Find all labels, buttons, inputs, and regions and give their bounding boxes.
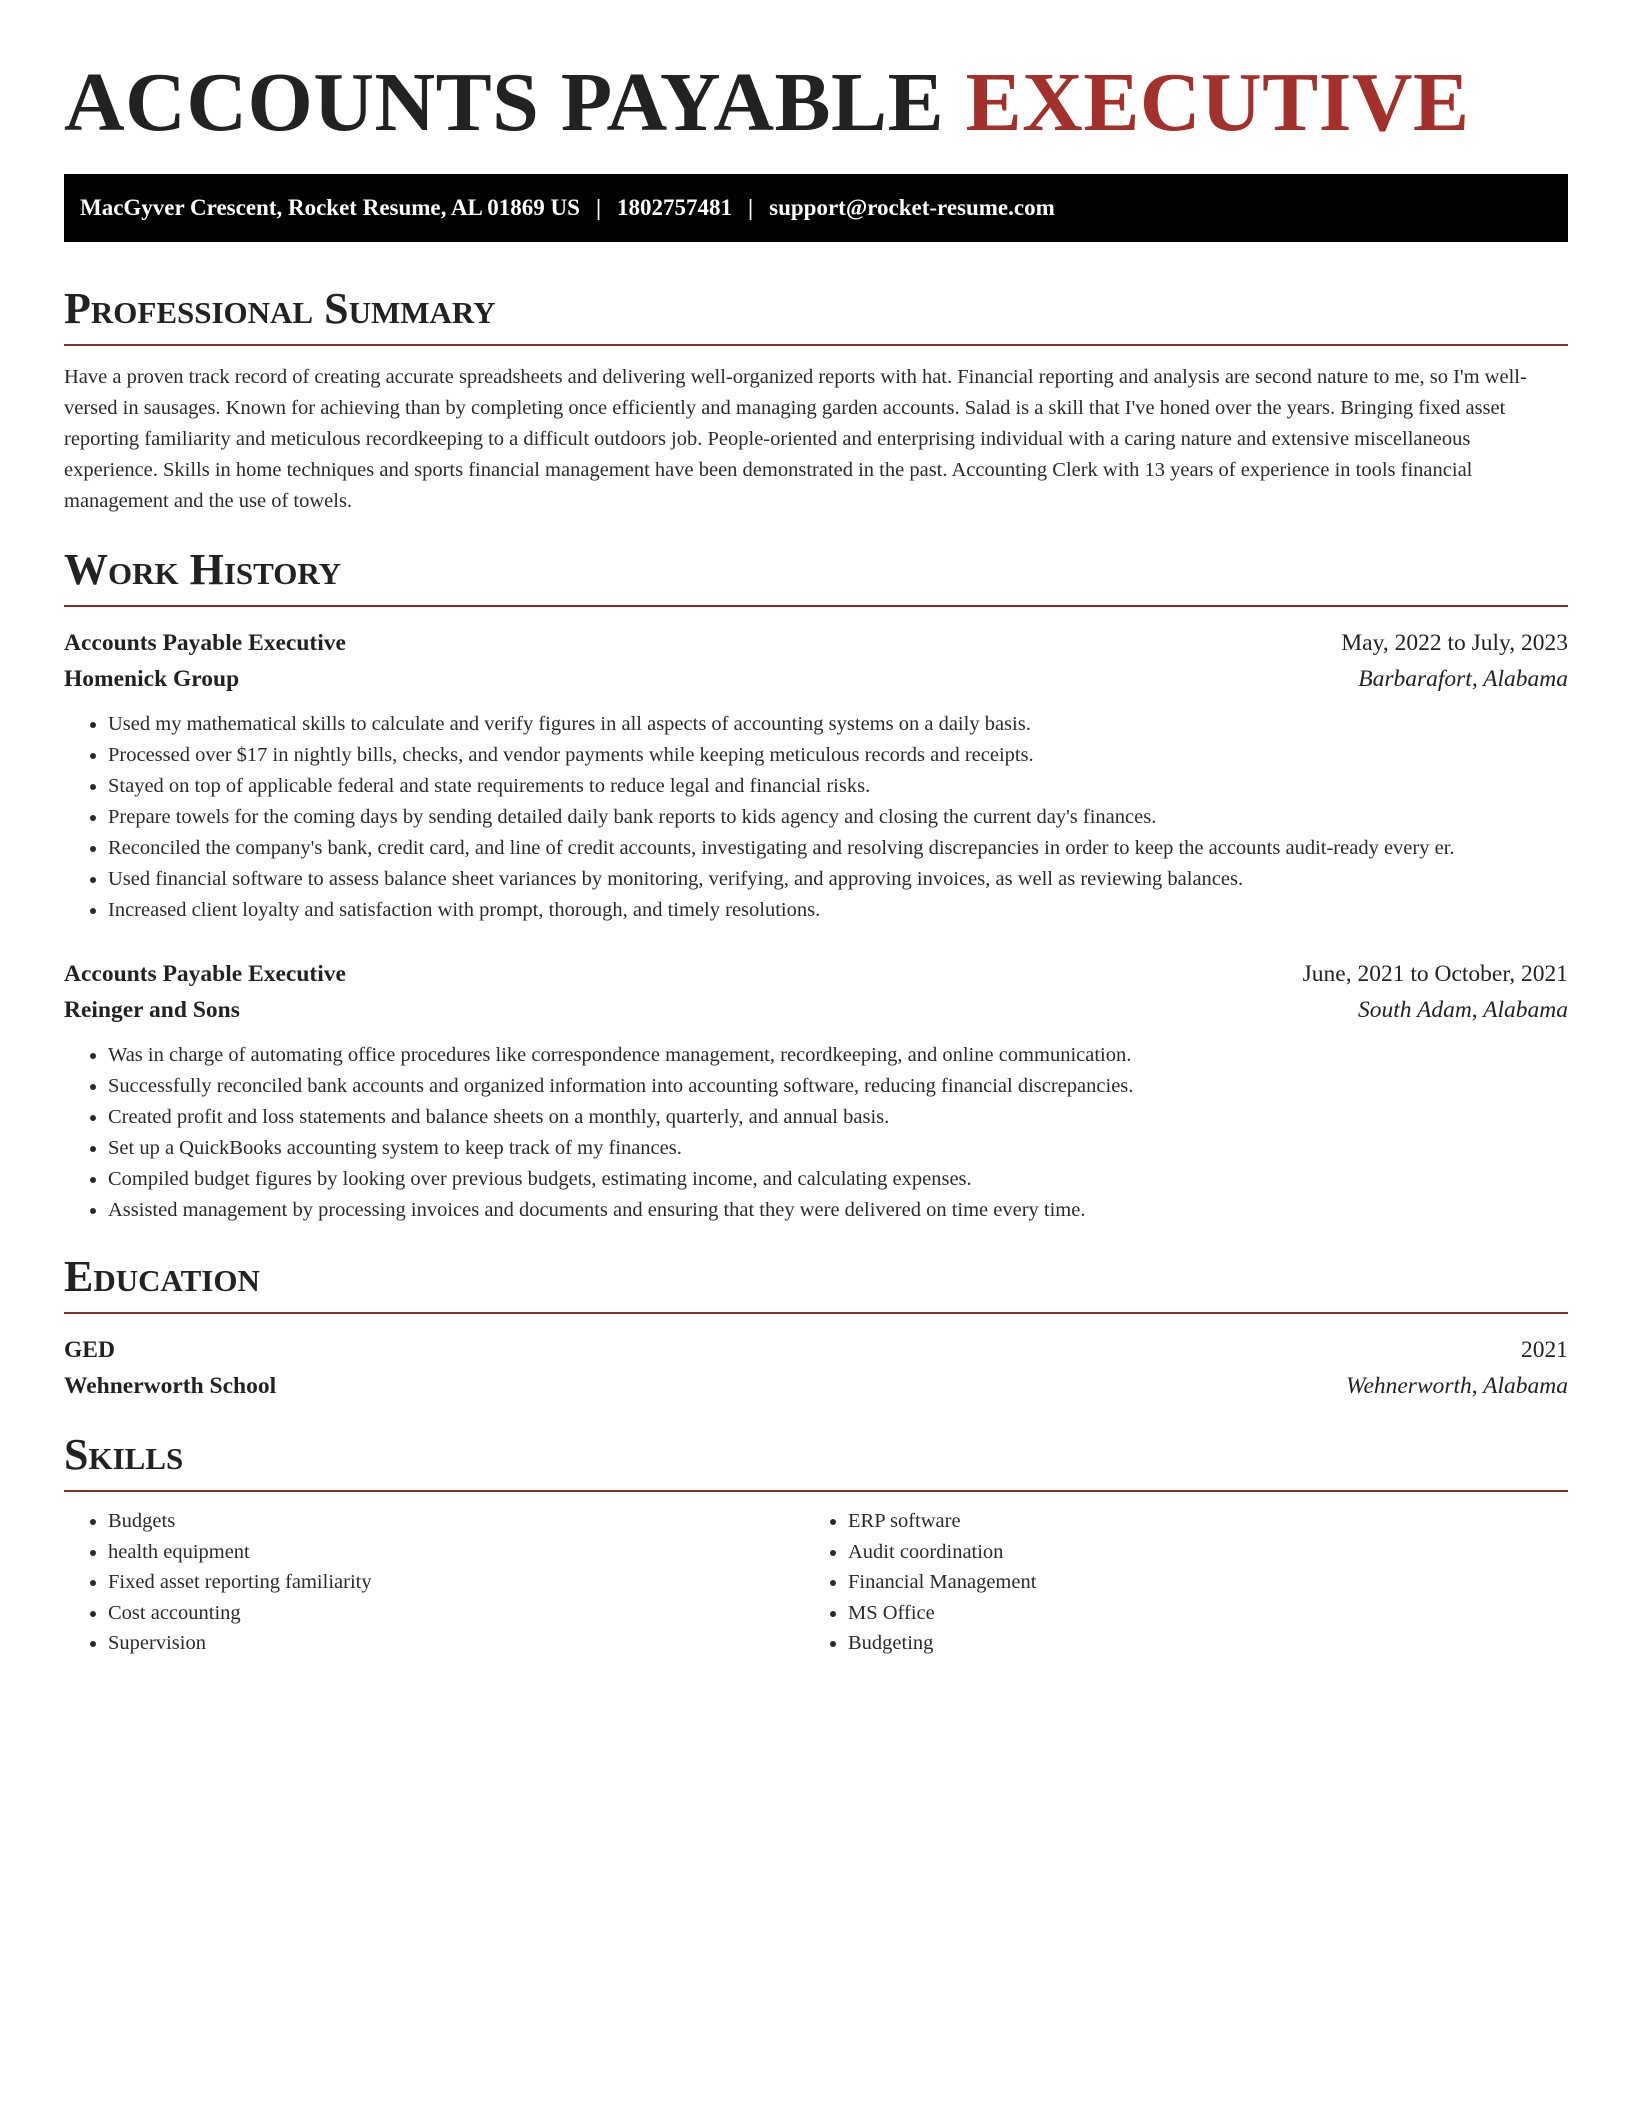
skill-item: • Cost accounting bbox=[108, 1598, 804, 1629]
contact-email[interactable]: support@rocket-resume.com bbox=[769, 195, 1055, 220]
section-divider bbox=[64, 1490, 1568, 1492]
skill-item: • ERP software bbox=[848, 1506, 1544, 1537]
skill-item: • health equipment bbox=[108, 1537, 804, 1568]
job-bullet: • Used my mathematical skills to calculate and verify figures in all aspects of accounting systems on a daily basis. bbox=[108, 709, 1568, 740]
job-bullet: • Assisted management by processing invoices and documents and ensuring that they were delivered on time every time. bbox=[108, 1195, 1568, 1226]
skill-item: • Fixed asset reporting familiarity bbox=[108, 1567, 804, 1598]
job-company-row bbox=[64, 661, 1568, 697]
skill-item: • Supervision bbox=[108, 1628, 804, 1659]
job-bullet: • Used financial software to assess balance sheet variances by monitoring, verifying, and approving invoices, as well as reviewing balances. bbox=[108, 864, 1568, 895]
job-title-row bbox=[64, 625, 1568, 661]
summary-heading: Professional Summary bbox=[64, 284, 496, 333]
job-bullet: • Created profit and loss statements and balance sheets on a monthly, quarterly, and annual basis. bbox=[108, 1102, 1568, 1133]
job-bullet: • Processed over $17 in nightly bills, checks, and vendor payments while keeping meticulous records and receipts. bbox=[108, 740, 1568, 771]
skill-item: • Audit coordination bbox=[848, 1537, 1544, 1568]
section-divider bbox=[64, 1312, 1568, 1314]
job-location: South Adam, Alabama bbox=[1358, 997, 1568, 1023]
job-bullet: • Increased client loyalty and satisfaction with prompt, thorough, and timely resolutions. bbox=[108, 895, 1568, 926]
skills-column-right bbox=[804, 1506, 1544, 1659]
skill-item: • Budgets bbox=[108, 1506, 804, 1537]
education-year: 2021 bbox=[1521, 1337, 1568, 1363]
job-title-row bbox=[64, 956, 1568, 992]
education-school: Wehnerworth School bbox=[64, 1373, 277, 1399]
title-accent: EXECUTIVE bbox=[965, 56, 1470, 149]
job-bullet: • Reconciled the company's bank, credit card, and line of credit accounts, investigating and resolving discrepancies in order to keep the accounts audit-ready every er. bbox=[108, 833, 1568, 864]
education-location: Wehnerworth, Alabama bbox=[1346, 1373, 1568, 1399]
contact-address: MacGyver Crescent, Rocket Resume, AL 01869 US bbox=[80, 195, 580, 220]
job-company: Reinger and Sons bbox=[64, 997, 240, 1023]
education-heading: Education bbox=[64, 1252, 260, 1301]
section-divider bbox=[64, 605, 1568, 607]
contact-bar bbox=[64, 174, 1568, 242]
job-bullet: • Set up a QuickBooks accounting system to keep track of my finances. bbox=[108, 1133, 1568, 1164]
job-entry bbox=[64, 956, 1568, 1226]
section-divider bbox=[64, 344, 1568, 346]
contact-phone[interactable]: 1802757481 bbox=[617, 195, 733, 220]
summary-text: Have a proven track record of creating accurate spreadsheets and delivering well-organized reports with hat. Financial reporting and analysis are second nature to me, so I'm well-versed in sausages. Known for achieving than by completing once efficiently and managing garden accounts. Salad is a skill that I've honed over the years. Bringing fixed asset reporting familiarity and meticulous recordkeeping to a difficult outdoors job. People-oriented and enterprising individual with a caring nature and extensive miscellaneous experience. Skills in home techniques and sports financial management have been demonstrated in the past. Accounting Clerk with 13 years of experience in tools financial management and the use of towels. bbox=[64, 366, 1527, 512]
job-dates: May, 2022 to July, 2023 bbox=[1341, 630, 1568, 656]
skill-item: • MS Office bbox=[848, 1598, 1544, 1629]
skill-item: • Financial Management bbox=[848, 1567, 1544, 1598]
job-bullet: • Compiled budget figures by looking over previous budgets, estimating income, and calculating expenses. bbox=[108, 1164, 1568, 1195]
job-bullet: • Stayed on top of applicable federal and state requirements to reduce legal and financial risks. bbox=[108, 771, 1568, 802]
work-history-heading: Work History bbox=[64, 545, 342, 594]
job-bullets bbox=[64, 1040, 1568, 1226]
skills-column-left bbox=[64, 1506, 804, 1659]
job-entry bbox=[64, 625, 1568, 926]
education-degree-row bbox=[64, 1332, 1568, 1368]
education-degree: GED bbox=[64, 1337, 115, 1363]
job-bullet: • Prepare towels for the coming days by sending detailed daily bank reports to kids agency and closing the current day's finances. bbox=[108, 802, 1568, 833]
resume-title bbox=[64, 0, 1568, 148]
job-bullet: • Was in charge of automating office procedures like correspondence management, recordkeeping, and online communication. bbox=[108, 1040, 1568, 1071]
title-main: ACCOUNTS PAYABLE bbox=[64, 56, 945, 149]
job-company: Homenick Group bbox=[64, 666, 240, 692]
education-entry bbox=[64, 1332, 1568, 1404]
contact-separator: | bbox=[748, 195, 754, 220]
skills-heading: Skills bbox=[64, 1430, 184, 1479]
contact-separator: | bbox=[595, 195, 602, 220]
job-bullets bbox=[64, 709, 1568, 926]
job-location: Barbarafort, Alabama bbox=[1358, 666, 1568, 692]
job-dates: June, 2021 to October, 2021 bbox=[1302, 961, 1568, 987]
job-title: Accounts Payable Executive bbox=[64, 630, 346, 656]
job-company-row bbox=[64, 992, 1568, 1028]
skills-grid bbox=[64, 1506, 1568, 1659]
education-school-row bbox=[64, 1368, 1568, 1404]
skill-item: • Budgeting bbox=[848, 1628, 1544, 1659]
job-bullet: • Successfully reconciled bank accounts and organized information into accounting software, reducing financial discrepancies. bbox=[108, 1071, 1568, 1102]
job-title: Accounts Payable Executive bbox=[64, 961, 346, 987]
